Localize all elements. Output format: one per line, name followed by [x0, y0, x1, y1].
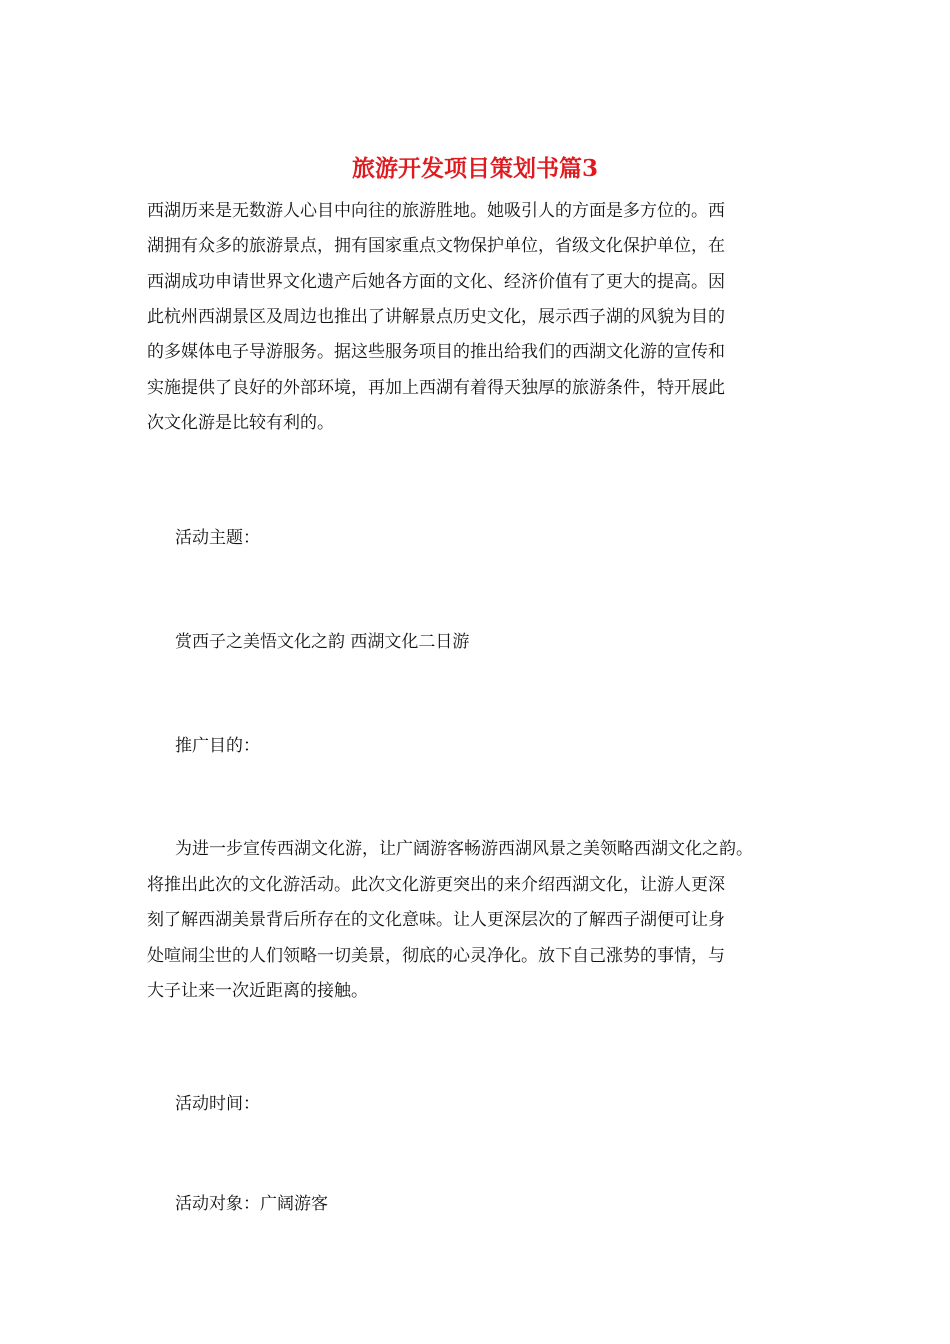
intro-line-6: 实施提供了良好的外部环境，再加上西湖有着得天独厚的旅游条件，特开展此 — [147, 378, 725, 398]
audience-line: 活动对象：广阔游客 — [175, 1194, 328, 1214]
purpose-heading: 推广目的： — [175, 736, 260, 756]
time-heading: 活动时间： — [175, 1094, 260, 1114]
theme-heading: 活动主题： — [175, 528, 260, 548]
purpose-line-1: 为进一步宣传西湖文化游，让广阔游客畅游西湖风景之美领略西湖文化之韵。 — [175, 839, 753, 859]
document-title: 旅游开发项目策划书篇3 — [351, 155, 598, 182]
theme-text: 赏西子之美悟文化之韵 西湖文化二日游 — [175, 632, 470, 652]
purpose-line-5: 大子让来一次近距离的接触。 — [147, 981, 368, 1001]
intro-line-4: 此杭州西湖景区及周边也推出了讲解景点历史文化，展示西子湖的风貌为目的 — [147, 307, 725, 327]
intro-line-1: 西湖历来是无数游人心目中向往的旅游胜地。她吸引人的方面是多方位的。西 — [147, 201, 725, 221]
intro-line-5: 的多媒体电子导游服务。据这些服务项目的推出给我们的西湖文化游的宣传和 — [147, 342, 725, 362]
purpose-line-2: 将推出此次的文化游活动。此次文化游更突出的来介绍西湖文化，让游人更深 — [147, 875, 725, 895]
purpose-line-4: 处喧闹尘世的人们领略一切美景，彻底的心灵净化。放下自己涨势的事情，与 — [147, 946, 725, 966]
purpose-line-3: 刻了解西湖美景背后所存在的文化意味。让人更深层次的了解西子湖便可让身 — [147, 910, 725, 930]
intro-line-3: 西湖成功申请世界文化遗产后她各方面的文化、经济价值有了更大的提高。因 — [147, 272, 725, 292]
intro-line-2: 湖拥有众多的旅游景点，拥有国家重点文物保护单位，省级文化保护单位，在 — [147, 236, 725, 256]
intro-line-7: 次文化游是比较有利的。 — [147, 413, 334, 433]
